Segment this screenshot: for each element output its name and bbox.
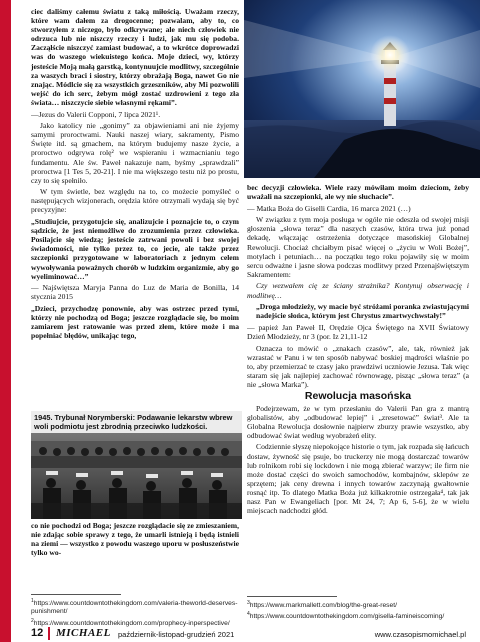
attribution-paragraph: — papież Jan Paweł II, Orędzie Ojca Świętego na XVII Światowy Dzień Młodzieży, nr 3 (por. Iz 21,11-12	[247, 322, 469, 341]
footnote-link[interactable]: https://www.countdowntothekingdom.com/gisella-famineiscoming/	[249, 613, 445, 621]
attribution-paragraph: — Najświętsza Maryja Panna do Luz de Maria de Bonilla, 14 stycznia 2015	[31, 283, 239, 302]
body-paragraph: W związku z tym moja posługa w ogóle nie odeszła od swojej misji głoszenia „słowa teraz” dla naszych czasów, która trwa już ponad dekadę, włączając ostrzeżenia dotyczące masońskiej Globalnej Rewolucji. Chociaż chciałbym pisać więcej o „życiu w Woli Bożej”, motylach i petuniach… na początku tego roku pojawiły się w moim sercu odważne i jasne słowa podczas modlitwy przed Przenajświętszym Sakramentem:	[247, 215, 469, 279]
body-paragraph: Oznacza to mówić o „znakach czasów”, ale, tak, również jak wzrastać w Panu i w ten sposób nabywać boskiej mądrości właśnie po to, aby przemierzać te czasy jako prawdziwi uczniowie Jezusa. Tak więc staram się jak najlepiej zachować równowagę, pisząc „słowa teraz” (a nie „słowa Marka”).	[247, 343, 469, 389]
page-edge-accent-bar	[0, 0, 11, 642]
quote-paragraph: ciec daliśmy całemu światu z taką miłością. Uważam rzeczy, które wam dałem za drogocenne; pozwalam, aby to, co stworzyłem z niczego, było odkrywane; ale niech człowiek nie odrzuca lub nie niszczy rzeczy i ludzi, jak mu się podoba. Zacząłście niszczyć zamiast budować, a to wkrótce doprowadzi was do waszego wiekuistego końca. Moje dzieci, wy, którzy jesteście Moją małą garstką, kontynuujcie modlitwy, szczególnie za waszych braci i siostry, którzy obrażają Boga, nawet Go nie znając. Módlcie się za wszystkich grzeszników, aby Mi pozwolili wejść do ich serc, żebym mógł zostać uzdrowieni z tego zła świata… niszczycie siebie własnymi rękami”.	[31, 7, 239, 107]
quote-paragraph: „Droga młodzieży, wy macie być stróżami poranka zwiastującymi nadejście słońca, którym jest Chrystus zmartwychwstały!”	[256, 302, 469, 321]
body-paragraph: Codziennie słyszę niepokojące historie o tym, jak rozpada się łańcuch dostaw, żywność się psuje, bo truckerzy nie mogą dostarczać towarów lub rolnikom robi się lockdown i nie mogą zbierać warzyw; ile firm nie może dostać części do swoich samochodów, kombajnów, sklepów ze sprzętem; jak ceny drewna i innych towarów zaczynają gwałtownie rosnąć itp. To dlatego Matka Boża już kilkakrotnie ostrzegała⁴, tak jak nasz Pan w Ewangeliach [por. Mt 24, 7; Ap 6, 5-6], że w wielu miejscach nadchodzi głód.	[247, 442, 469, 516]
footnote-number: 4	[247, 611, 250, 618]
quote-paragraph: bec decyzji człowieka. Wiele razy mówiłam moim dzieciom, żeby uważali na szczepionki, ale wy nie słuchacie”.	[247, 183, 469, 202]
footnote-number: 3	[247, 600, 250, 606]
magazine-name: MICHAEL	[56, 627, 111, 639]
footer-accent-bar	[48, 627, 50, 640]
footnotes-left	[31, 594, 241, 628]
section-heading: Rewolucja masońska	[304, 389, 412, 402]
body-paragraph: Jako katolicy nie „gonimy” za objawieniami ani nie żyjemy samymi proroctwami. Nauki naszej wiary, sakramenty, Pismo Święte itd. są gmachem, na którym budujemy nasze życie, a proroctwo odgrywa rolę² we wspieraniu i wzmacnianiu tego fundamentu. Ale św. Paweł nakazuje nam, byśmy „sprawdzali” proroctwa [1 Tes 5, 20-21]. I nie ma większego testu niż po prostu, czy to się spełniło.	[31, 121, 239, 185]
quote-continuation: co nie pochodzi od Boga; jeszcze rozglądacie się ze zmieszaniem, nie zdając sobie sprawy z tego, że umarli istnieją i będą istnieli na ziemi — wszystko z powodu waszego uporu w posłuszeństwie tylko wo-	[31, 521, 239, 558]
article-column-left-top	[31, 7, 239, 409]
article-column-left-bottom	[31, 521, 239, 591]
photo-caption: 1945. Trybunał Norymberski: Podawanie lekarstw wbrew woli podmiotu jest zbrodnią przeciwko ludzkości.	[31, 411, 242, 433]
footnotes-right	[247, 596, 469, 622]
italic-paragraph: Czy wezwałem cię ze ściany strażnika? Kontynuj obserwację i modlitwę…	[247, 281, 469, 300]
article-column-right	[247, 183, 469, 535]
attribution-paragraph: — Matka Boża do Giselli Cardia, 16 marca 2021 (…)	[247, 203, 411, 213]
issue-date: październik-listopad-grudzień 2021	[118, 630, 235, 639]
footnote-link[interactable]: https://www.markmallett.com/blog/the-great-reset/	[249, 602, 397, 610]
body-paragraph: W tym świetle, bez względu na to, co możecie pomyśleć o następujących wizjonerach, orędzia które otrzymali wydają się być precyzyjne:	[31, 187, 239, 215]
website-link[interactable]: www.czasopismomichael.pl	[374, 630, 466, 639]
nuremberg-trial-photo	[31, 411, 242, 519]
footnote-number: 1	[31, 598, 34, 604]
lighthouse-icon	[244, 0, 480, 178]
footnote-number: 2	[31, 617, 34, 624]
lighthouse-image	[244, 0, 480, 178]
footnote	[31, 597, 241, 617]
attribution-paragraph: —Jezus do Valerii Copponi, 7 lipca 2021¹.	[31, 109, 161, 119]
footnote-link[interactable]: https://www.countdowntothekingdom.com/valeria-theworld-deserves-punishment/	[31, 600, 238, 616]
footnote-link[interactable]: https://www.countdowntothekingdom.com/prophecy-inperspective/	[33, 619, 230, 627]
quote-paragraph: „Studiujcie, przygotujcie się, analizujcie i poznajcie to, o czym sądzicie, że jest niemożliwe do zrozumienia przez człowieka. Posilajcie się wiedzą; jesteście zatrwani powoli i bez swojej świadomości, nie tylko przez to, co jecie, ale także przez szczepionki przygotowane w laboratoriach z jednym celem wywoływania poważnych chorób w ludzkim organizmie, aby go wyeliminować…”	[31, 217, 239, 281]
footnote-rule	[31, 594, 121, 595]
footnote	[247, 610, 469, 621]
body-paragraph: Podejrzewam, że w tym przesłaniu do Valerii Pan gra z mantrą globalistów, aby „odbudować lepiej” i „zresetować” świat³. Ale ta Globalna Rewolucja dosłownie najpierw zburzy prawie wszystko, aby odbudować świat według wyobrażeń elity.	[247, 403, 469, 440]
page-number: 12	[31, 627, 44, 639]
footnote	[247, 599, 469, 610]
footnote-rule	[247, 596, 337, 597]
quote-paragraph: „Dzieci, przychodzę ponownie, aby was ostrzec przed tymi, którzy nie pochodzą od Boga; jeszcze rozglądacie się, bo moim zamiarem jest ratowanie was przed złem, które może i ma popełniać błędów, unikając tego,	[31, 303, 239, 341]
page-footer	[0, 626, 480, 642]
